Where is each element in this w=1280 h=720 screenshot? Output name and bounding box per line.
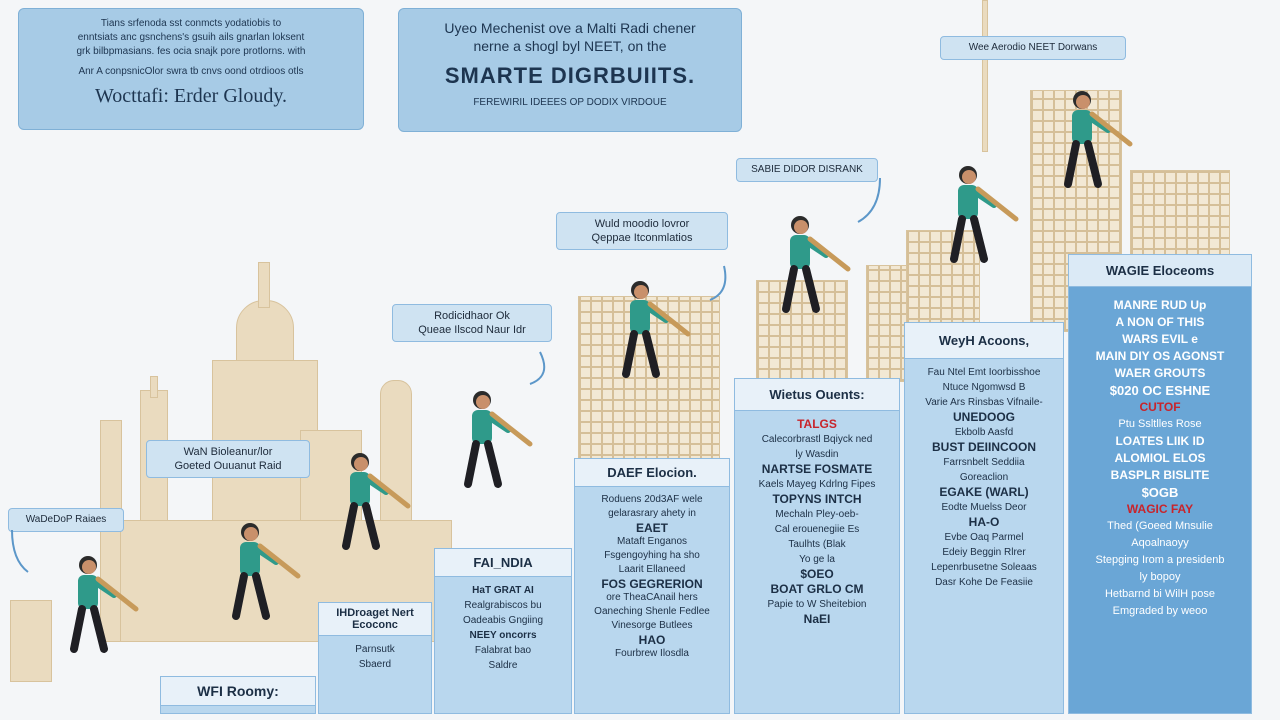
- title-headline: SMARTE DIGRBUIITS.: [444, 63, 696, 88]
- step-line: Oadeabis Gngiing: [462, 615, 544, 626]
- callout-line: Queae Ilscod Naur Idr: [418, 324, 526, 336]
- step-line: Aqoalnaoyy: [1131, 537, 1189, 549]
- step-line: NaEI: [803, 612, 831, 626]
- intro-line: Anr A conpsnicOlor swra tb cnvs oond otrdioos otls: [78, 66, 304, 77]
- step-line: Cal erouenegiie Es: [774, 524, 860, 535]
- step-line: TOPYNS INTCH: [772, 492, 862, 506]
- step-line: gelarasrary ahety in: [608, 508, 696, 519]
- step-line: $OEO: [800, 567, 834, 581]
- step-line: $020 OC ESHNE: [1109, 383, 1211, 398]
- callout-line: WaN Bioleanur/lor: [183, 446, 273, 458]
- step-header: IHDroaget Nert Ecoconc: [319, 603, 431, 636]
- step-line: Papie to W Sheitebion: [767, 599, 867, 610]
- step-line: NARTSE FOSMATE: [761, 462, 873, 476]
- step-line: Yo ge la: [799, 554, 835, 565]
- step-line: Sbaerd: [358, 659, 392, 670]
- callout-line: Wuld moodio lovror: [594, 218, 690, 230]
- step-line: $OGB: [1141, 485, 1179, 500]
- intro-line: grk bilbpmasians. fes ocia snajk pore protlorns. with: [76, 46, 306, 57]
- step-line: Ptu Ssltlles Rose: [1118, 418, 1202, 430]
- step-line: HAO: [638, 633, 666, 647]
- step-line: UNEDOOG: [952, 410, 1015, 424]
- callout-line: Goeted Ouuanut Raid: [174, 460, 282, 472]
- climber-figure: [346, 453, 408, 546]
- step-line: FOS GEGRERION: [601, 577, 703, 591]
- step-header: DAEF Elocion.: [575, 459, 729, 487]
- step-line: Lepenrbusetne Soleaas: [931, 562, 1037, 573]
- step-line: MANRE RUD Up: [1113, 298, 1207, 312]
- title-line-1: Uyeo Mechenist ove a Malti Radi chener: [444, 20, 696, 36]
- step-line: WARS EVIL e: [1122, 332, 1198, 346]
- step-header: FAI_NDIA: [435, 549, 571, 577]
- step-line: Evbe Oaq Parmel: [944, 532, 1024, 543]
- step-line: Hetbarnd bi WilH pose: [1104, 588, 1216, 600]
- step-line: Emgraded by weoo: [1112, 605, 1208, 617]
- step-header: WFI Roomy:: [161, 677, 315, 706]
- step-line: Fourbrew Ilosdla: [615, 648, 689, 659]
- step-line: Mechaln Pley-oeb-: [775, 509, 859, 520]
- step-line: ly Wasdin: [795, 449, 839, 460]
- step-line: HA-O: [968, 515, 1000, 529]
- step-line: Ekbolb Aasfd: [954, 427, 1014, 438]
- step-line: BASPLR BISLITE: [1110, 468, 1210, 482]
- step-line: Fau Ntel Emt Ioorbisshoe: [927, 367, 1041, 378]
- intro-line: enntsiats anc gsnchens's gsuih ails gnarlan loksent: [77, 32, 305, 43]
- step-line: WAGIC FAY: [1126, 502, 1194, 516]
- step-line: Calecorbrastl Bqiyck ned: [761, 434, 873, 445]
- step-line: Laarit Ellaneed: [618, 564, 686, 575]
- step-line: Saldre: [488, 660, 518, 671]
- step-line: BOAT GRLO CM: [770, 582, 864, 596]
- step-line: ALOMIOL ELOS: [1114, 451, 1206, 465]
- step-line: Taulhts (Blak: [788, 539, 846, 550]
- title-line-2: nerne a shogl byl NEET, on the: [473, 38, 667, 54]
- step-line: EGAKE (WARL): [939, 485, 1029, 499]
- step-line: Fsgengoyhing ha sho: [604, 550, 700, 561]
- climber-figure: [1068, 91, 1130, 184]
- step-line: Ntuce Ngomwsd B: [942, 382, 1026, 393]
- step-line: Oaneching Shenle Fedlee: [594, 606, 710, 617]
- step-line: CUTOF: [1139, 400, 1181, 414]
- climber-figure: [74, 556, 136, 649]
- step-line: Falabrat bao: [474, 645, 532, 656]
- intro-line: Tians srfenoda sst conmcts yodatiobis to: [100, 18, 282, 29]
- step-line: LOATES LIIK ID: [1115, 434, 1205, 448]
- intro-headline: Wocttafi: Erder Gloudy.: [94, 85, 288, 107]
- step-header: WeyH Acoons,: [905, 323, 1063, 359]
- step-line: Dasr Kohe De Feasiie: [935, 577, 1033, 588]
- step-line: Goreaclion: [959, 472, 1009, 483]
- climber-figure: [786, 216, 848, 309]
- step-line: Stepging Irom a presidenb: [1095, 554, 1225, 566]
- step-line: Vinesorge Butlees: [611, 620, 693, 631]
- step-line: Farrsnbelt Seddiia: [943, 457, 1025, 468]
- step-line: Realgrabiscos bu: [464, 600, 542, 611]
- step-line: Edeiy Beggin Rlrer: [942, 547, 1026, 558]
- step-line: EAET: [635, 521, 668, 535]
- step-line: NEEY oncorrs: [469, 630, 537, 641]
- callout-left-low: WaDeDoP Raiaes: [8, 508, 124, 532]
- step-line: BUST DEIINCOON: [931, 440, 1036, 454]
- step-line: Varie Ars Rinsbas Vifnaile-: [925, 397, 1043, 408]
- climber-figure: [954, 166, 1016, 259]
- step-line: Roduens 20d3AF wele: [601, 494, 703, 505]
- step-line: TALGS: [797, 417, 837, 431]
- step-header: Wietus Ouents:: [735, 379, 899, 411]
- callout-line: Qeppae Itconmlatios: [591, 232, 693, 244]
- climber-figure: [236, 523, 298, 616]
- step-line: Parnsutk: [355, 644, 395, 655]
- step-line: ore TheaCAnail hers: [606, 592, 698, 603]
- step-line: Eodte Muelss Deor: [941, 502, 1027, 513]
- step-line: Thed (Goeed Mnsulie: [1107, 520, 1213, 532]
- step-line: WAER GROUTS: [1114, 366, 1206, 380]
- step-line: HaT GRAT AI: [472, 585, 534, 596]
- callout-line: Rodicidhaor Ok: [434, 310, 510, 322]
- step-header: WAGIE Eloceoms: [1069, 255, 1251, 287]
- title-footer: FEREWIRIL IDEEES OP DODIX VIRDOUE: [473, 97, 667, 108]
- step-line: MAIN DIY OS AGONST: [1095, 349, 1225, 363]
- climber-figure: [468, 391, 530, 484]
- small-tag: SABIE DIDOR DISRANK: [736, 158, 878, 182]
- step-line: ly bopoy: [1139, 571, 1181, 583]
- climber-figure: [626, 281, 688, 374]
- step-line: Kaels Mayeg Kdrlng Fipes: [758, 479, 876, 490]
- step-line: Mataft Enganos: [616, 536, 688, 547]
- step-line: A NON OF THIS: [1115, 315, 1205, 329]
- top-right-tag: Wee Aerodio NEET Dorwans: [940, 36, 1126, 60]
